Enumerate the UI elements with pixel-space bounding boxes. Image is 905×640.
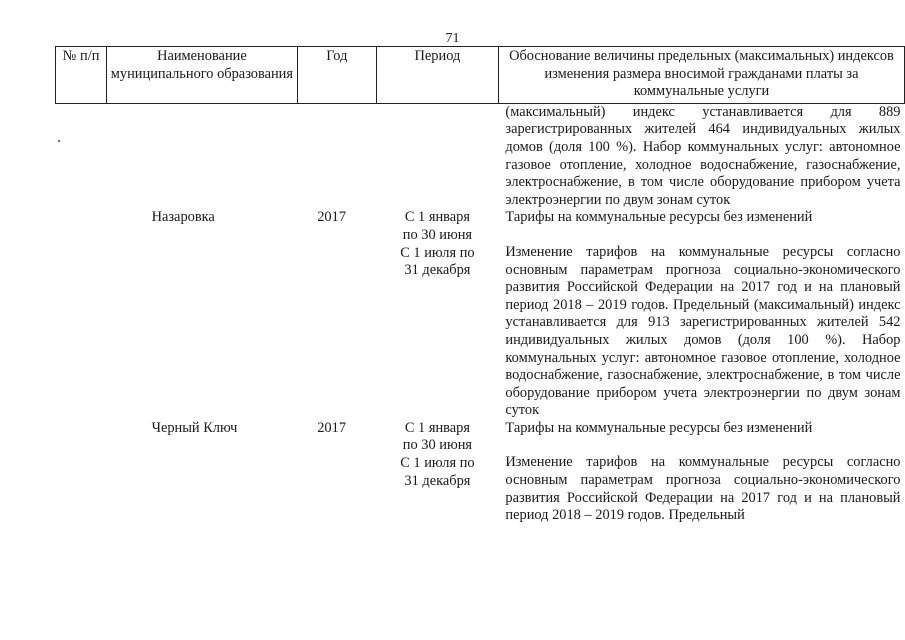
basis-cell <box>498 420 904 525</box>
period-cell <box>376 420 498 525</box>
year-value: 2017 <box>317 419 347 436</box>
table-body <box>56 103 905 525</box>
period-second-half-line2: 31 декабря <box>404 472 471 489</box>
year-value: 2017 <box>317 209 347 226</box>
period-second-half-line2: 31 декабря <box>404 262 471 279</box>
basis-first-half: Тарифы на коммунальные ресурсы без изменений <box>505 419 813 436</box>
period-first-half-line1: С 1 января <box>404 209 470 226</box>
table-row <box>56 209 905 420</box>
header-municipality: Наименование муниципального образования <box>107 47 298 104</box>
basis-first-half: Тарифы на коммунальные ресурсы без изменений <box>505 209 813 226</box>
table-row <box>56 420 905 525</box>
period-first-half-line2: по 30 июня <box>402 437 473 454</box>
municipality-name: Черный Ключ <box>151 419 238 436</box>
municipality-name: Назаровка <box>151 209 215 226</box>
header-year: Год <box>297 47 376 104</box>
basis-cell <box>498 209 904 420</box>
period-second-half-line1: С 1 июля по <box>400 455 475 472</box>
period-first-half-line2: по 30 июня <box>402 226 473 243</box>
basis-second-half: Изменение тарифов на коммунальные ресурсы согласно основным параметрам прогноза социально-экономического развития Российской Федерации на 2017 год и на плановый период 2018 – 2019 годов. Предельный <box>505 454 901 524</box>
table-row-continuation <box>56 103 905 209</box>
header-basis: Обоснование величины предельных (максимальных) индексов изменения размера вносимой гражданами платы за коммунальные услуги <box>498 47 904 104</box>
basis-second-half: Изменение тарифов на коммунальные ресурсы согласно основным параметрам прогноза социально-экономического развития Российской Федерации на 2017 год и на плановый период 2018 – 2019 годов. Предельный (максимальный) индекс устанавливается для 913 зарегистрированных жителей 542 индивидуальных жилых домов (доля 100 %). Набор коммунальных услуг: автономное газовое отопление, холодное водоснабжение, газоснабжение, электроснабжение, в том числе оборудование прибором учета электроэнергии по двум зонам суток <box>505 243 901 419</box>
period-second-half-line1: С 1 июля по <box>400 244 475 261</box>
header-period: Период <box>376 47 498 104</box>
period-first-half-line1: С 1 января <box>404 419 470 436</box>
period-cell <box>376 209 498 420</box>
table-header <box>56 47 905 104</box>
basis-continuation-text: (максимальный) индекс устанавливается для 889 зарегистрированных жителей 464 индивидуальных жилых домов (доля 100 %). Набор коммунальных услуг: автономное газовое отопление, холодное водоснабжение, газоснабжение, электроснабжение, в том числе оборудование прибором учета электроэнергии по двум зонам суток <box>505 103 901 208</box>
page-number: 71 <box>445 31 460 46</box>
tariff-index-table <box>55 46 905 525</box>
header-number: № п/п <box>56 47 107 104</box>
